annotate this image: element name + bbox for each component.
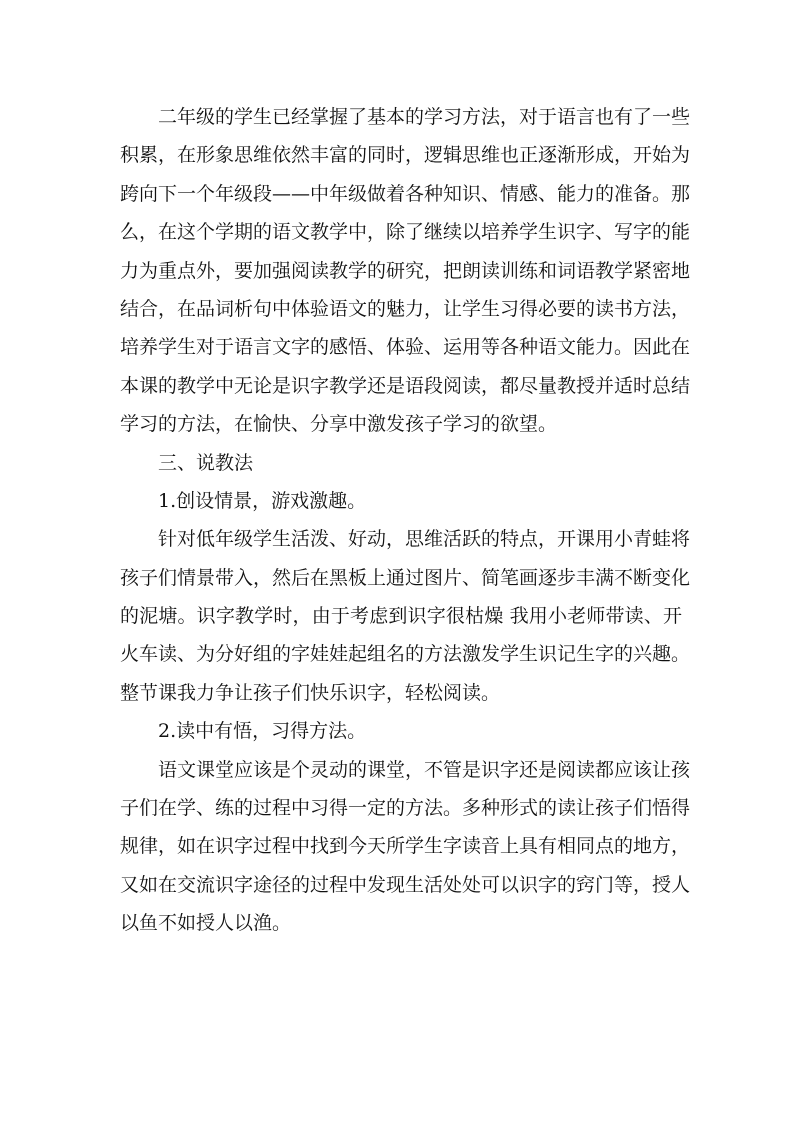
paragraph-line: 二年级的学生已经掌握了基本的学习方法，对于语言也有了一些 bbox=[158, 106, 691, 128]
paragraph-line: 语文课堂应该是个灵动的课堂，不管是识字还是阅读都应该让孩 bbox=[158, 758, 691, 781]
paragraph-line: 孩子们情景带入，然后在黑板上通过图片、简笔画逐步丰满不断变化 bbox=[120, 566, 691, 589]
body-text bbox=[120, 98, 691, 943]
paragraph-line: 又如在交流识字途径的过程中发现生活处处可以识字的窍门等，授人 bbox=[120, 873, 691, 896]
paragraph-line: 么，在这个学期的语文教学中，除了继续以培养学生识字、写字的能 bbox=[120, 221, 691, 244]
subsection-heading: 1.创设情景，游戏激趣。 bbox=[158, 489, 367, 512]
paragraph-line: 力为重点外，要加强阅读教学的研究，把朗读训练和词语教学紧密地 bbox=[120, 259, 691, 282]
paragraph-line: 火车读、为分好组的字娃娃起组名的方法激发学生识记生字的兴趣。 bbox=[120, 643, 691, 666]
paragraph-line: 跨向下一个年级段——中年级做着各种知识、情感、能力的准备。那 bbox=[120, 182, 691, 205]
paragraph-line: 培养学生对于语言文字的感悟、体验、运用等各种语文能力。因此在 bbox=[120, 336, 691, 359]
section-heading: 三、说教法 bbox=[158, 451, 254, 474]
paragraph-line: 的泥塘。识字教学时，由于考虑到识字很枯燥 我用小老师带读、开 bbox=[120, 605, 682, 628]
paragraph-line: 以鱼不如授人以渔。 bbox=[120, 912, 292, 935]
subsection-heading: 2.读中有悟，习得方法。 bbox=[158, 720, 367, 743]
paragraph-line: 规律，如在识字过程中找到今天所学生字读音上具有相同点的地方， bbox=[120, 835, 691, 858]
paragraph-line: 结合，在品词析句中体验语文的魅力，让学生习得必要的读书方法， bbox=[120, 297, 691, 320]
paragraph-line: 学习的方法，在愉快、分享中激发孩子学习的欲望。 bbox=[120, 413, 558, 436]
paragraph-line: 本课的教学中无论是识字教学还是语段阅读，都尽量教授并适时总结 bbox=[120, 374, 691, 397]
paragraph-line: 积累，在形象思维依然丰富的同时，逻辑思维也正逐渐形成，开始为 bbox=[120, 144, 691, 167]
paragraph-line: 整节课我力争让孩子们快乐识字，轻松阅读。 bbox=[120, 681, 501, 704]
paragraph-line: 子们在学、练的过程中习得一定的方法。多种形式的读让孩子们悟得 bbox=[120, 797, 691, 820]
paragraph-line: 针对低年级学生活泼、好动，思维活跃的特点，开课用小青蛙将 bbox=[158, 528, 691, 551]
